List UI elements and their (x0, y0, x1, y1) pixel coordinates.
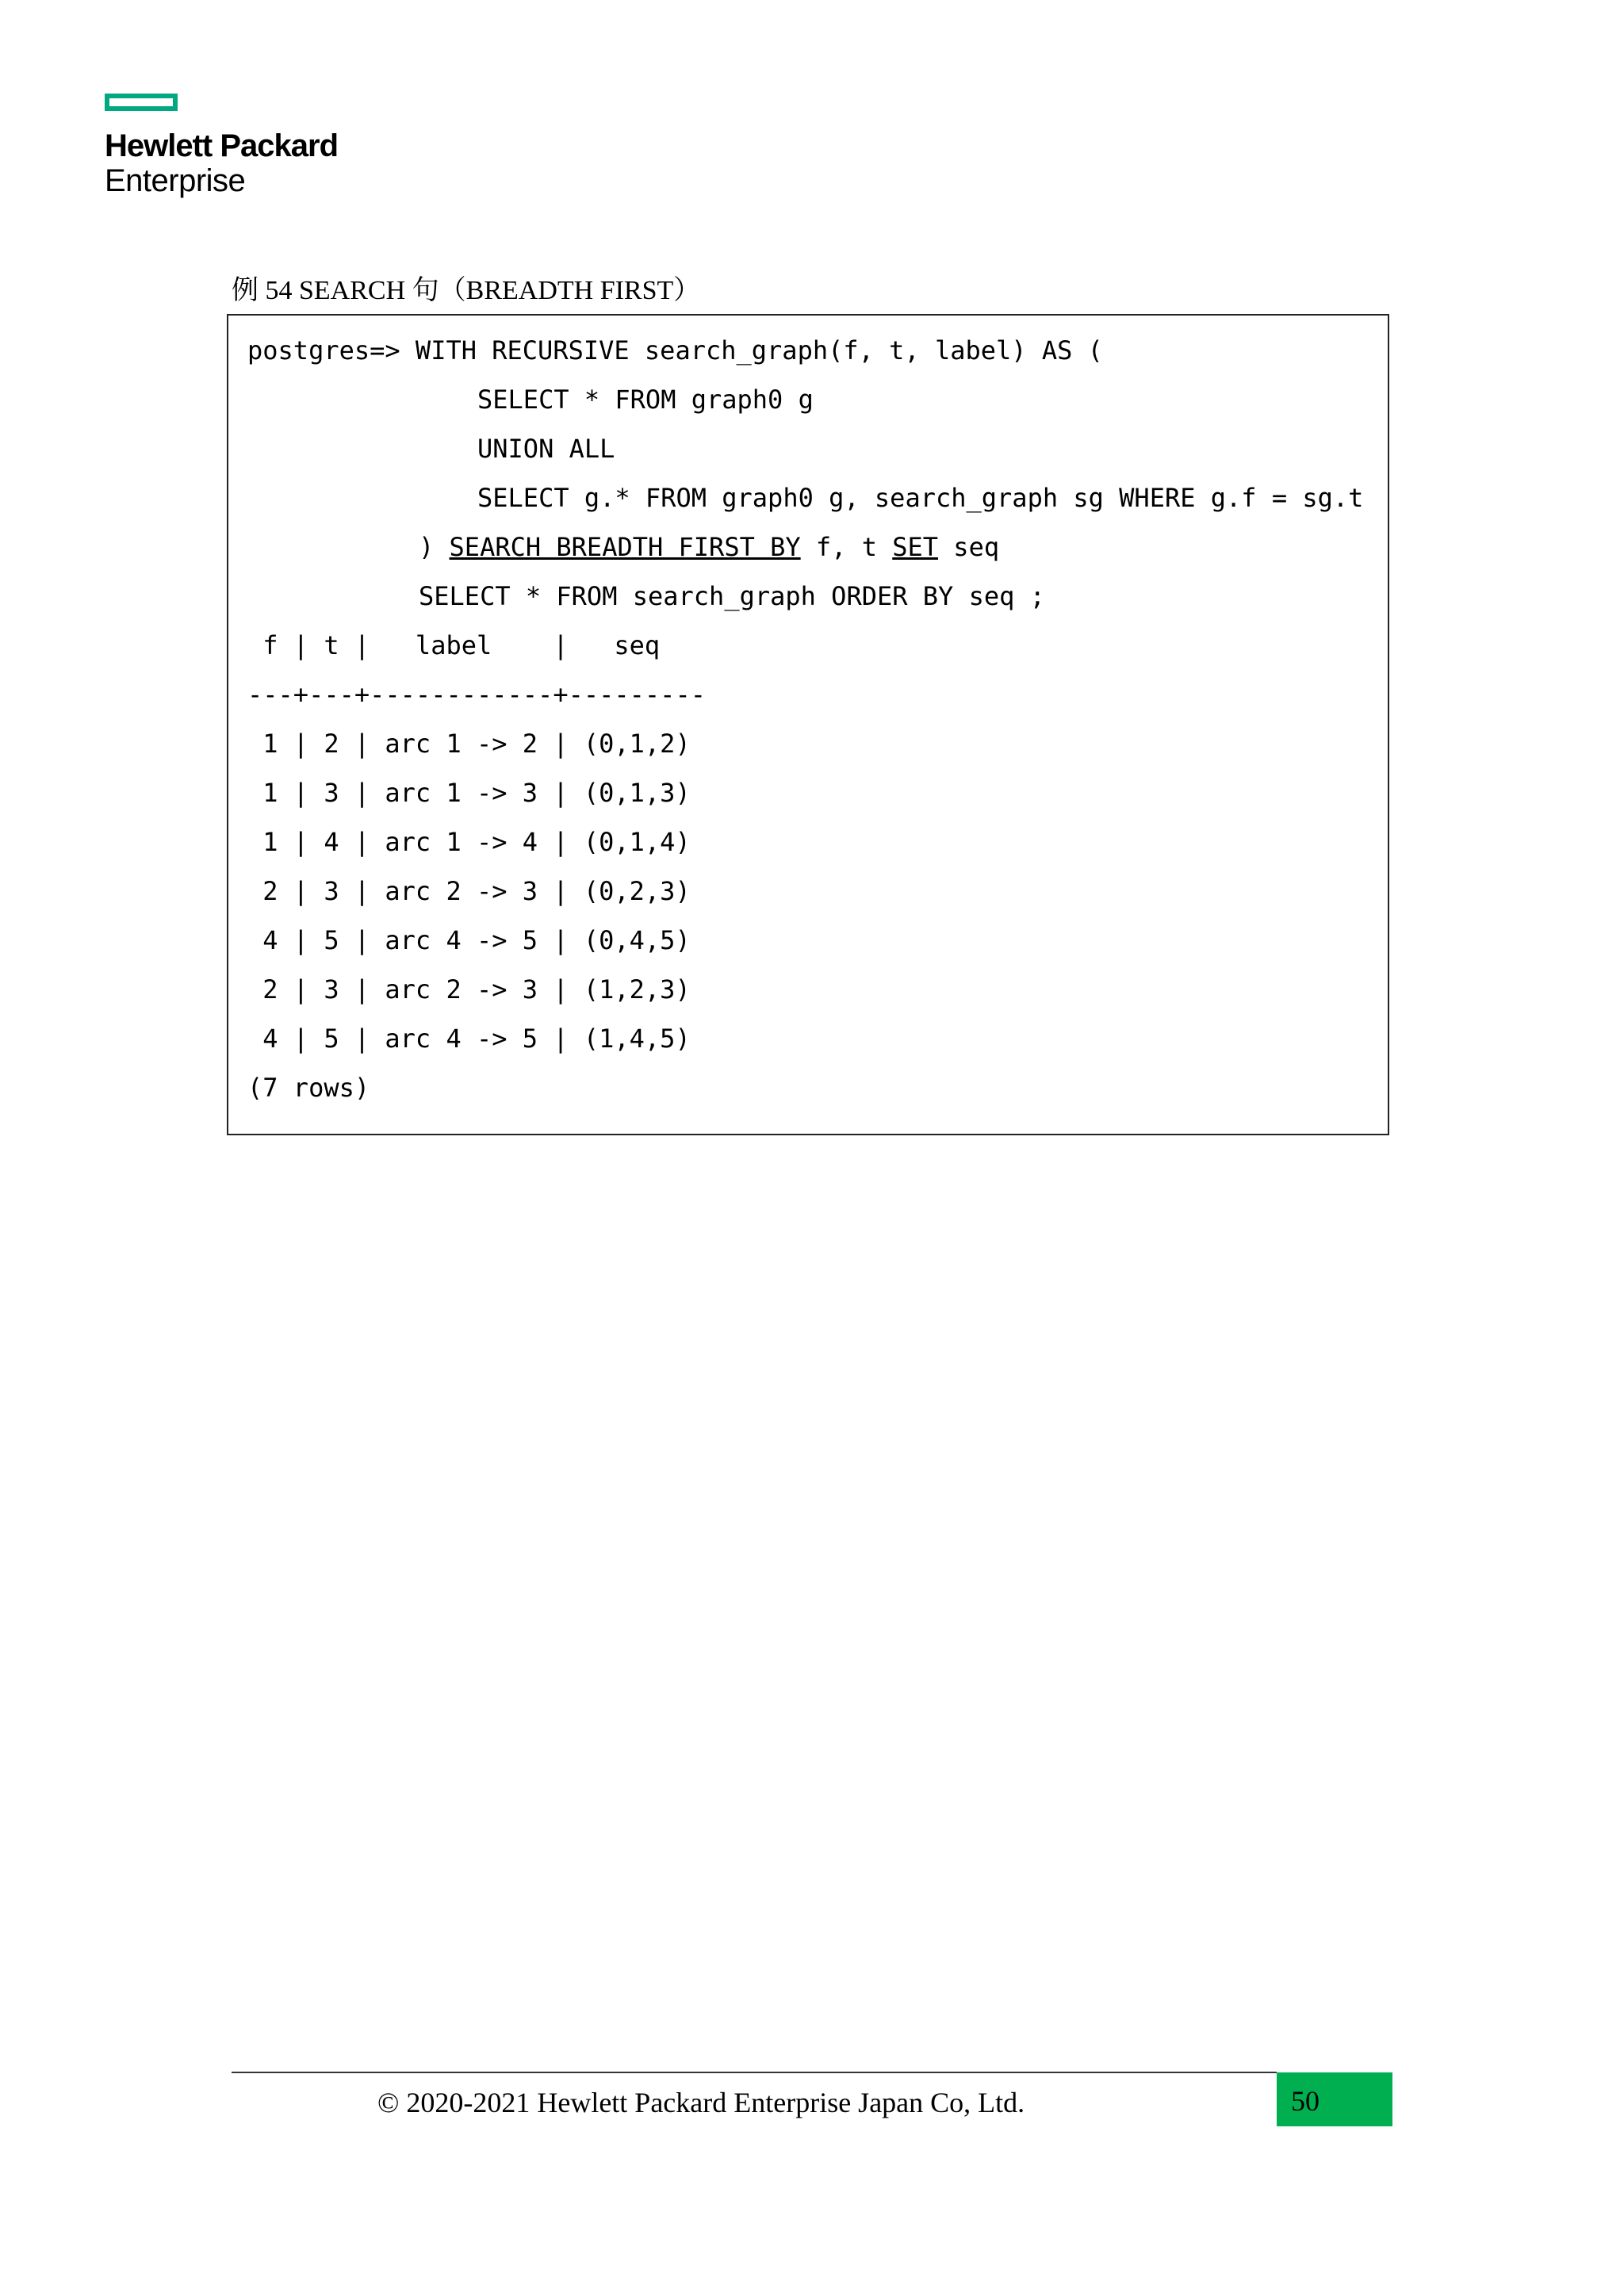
result-row: 1 | 3 | arc 1 -> 3 | (0,1,3) (247, 778, 691, 808)
example-caption: 例 54 SEARCH 句（BREADTH FIRST） (232, 276, 701, 305)
result-row: 1 | 2 | arc 1 -> 2 | (0,1,2) (247, 729, 691, 759)
code-paren: ) (419, 532, 450, 562)
code-block (227, 314, 1389, 1135)
code-prompt: postgres=> (247, 335, 416, 365)
result-row: 1 | 4 | arc 1 -> 4 | (0,1,4) (247, 827, 691, 857)
seq-column: seq (938, 532, 1000, 562)
copyright-notice: © 2020-2021 Hewlett Packard Enterprise Japan Co, Ltd. (377, 2087, 1025, 2118)
code-line-1-text: WITH RECURSIVE search_graph(f, t, label) AS ( (415, 335, 1103, 365)
logo-bar-icon (105, 94, 178, 111)
page-number: 50 (1291, 2085, 1320, 2117)
code-line-1 (247, 335, 1103, 365)
result-row: 4 | 5 | arc 4 -> 5 | (1,4,5) (247, 1024, 691, 1054)
row-count: (7 rows) (247, 1073, 370, 1103)
code-line-6: SELECT * FROM search_graph ORDER BY seq ; (419, 581, 1045, 611)
code-line-5 (419, 534, 999, 560)
code-line-3: UNION ALL (477, 434, 615, 464)
result-separator: ---+---+------------+--------- (247, 679, 706, 710)
logo-name-line1: Hewlett Packard (105, 128, 339, 163)
code-line-4: SELECT g.* FROM graph0 g, search_graph sg WHERE g.f = sg.t (477, 483, 1364, 513)
logo-name-line2: Enterprise (105, 163, 246, 198)
result-row: 4 | 5 | arc 4 -> 5 | (0,4,5) (247, 925, 691, 955)
result-header: f | t | label | seq (247, 630, 661, 660)
search-columns: f, t (800, 532, 893, 562)
code-line-2: SELECT * FROM graph0 g (477, 385, 814, 415)
page-number-box (1277, 2072, 1392, 2126)
footer-divider (232, 2072, 1277, 2073)
result-row: 2 | 3 | arc 2 -> 3 | (1,2,3) (247, 974, 691, 1004)
set-keyword: SET (892, 532, 939, 562)
search-clause-keyword: SEARCH BREADTH FIRST BY (449, 532, 801, 562)
result-row: 2 | 3 | arc 2 -> 3 | (0,2,3) (247, 876, 691, 906)
